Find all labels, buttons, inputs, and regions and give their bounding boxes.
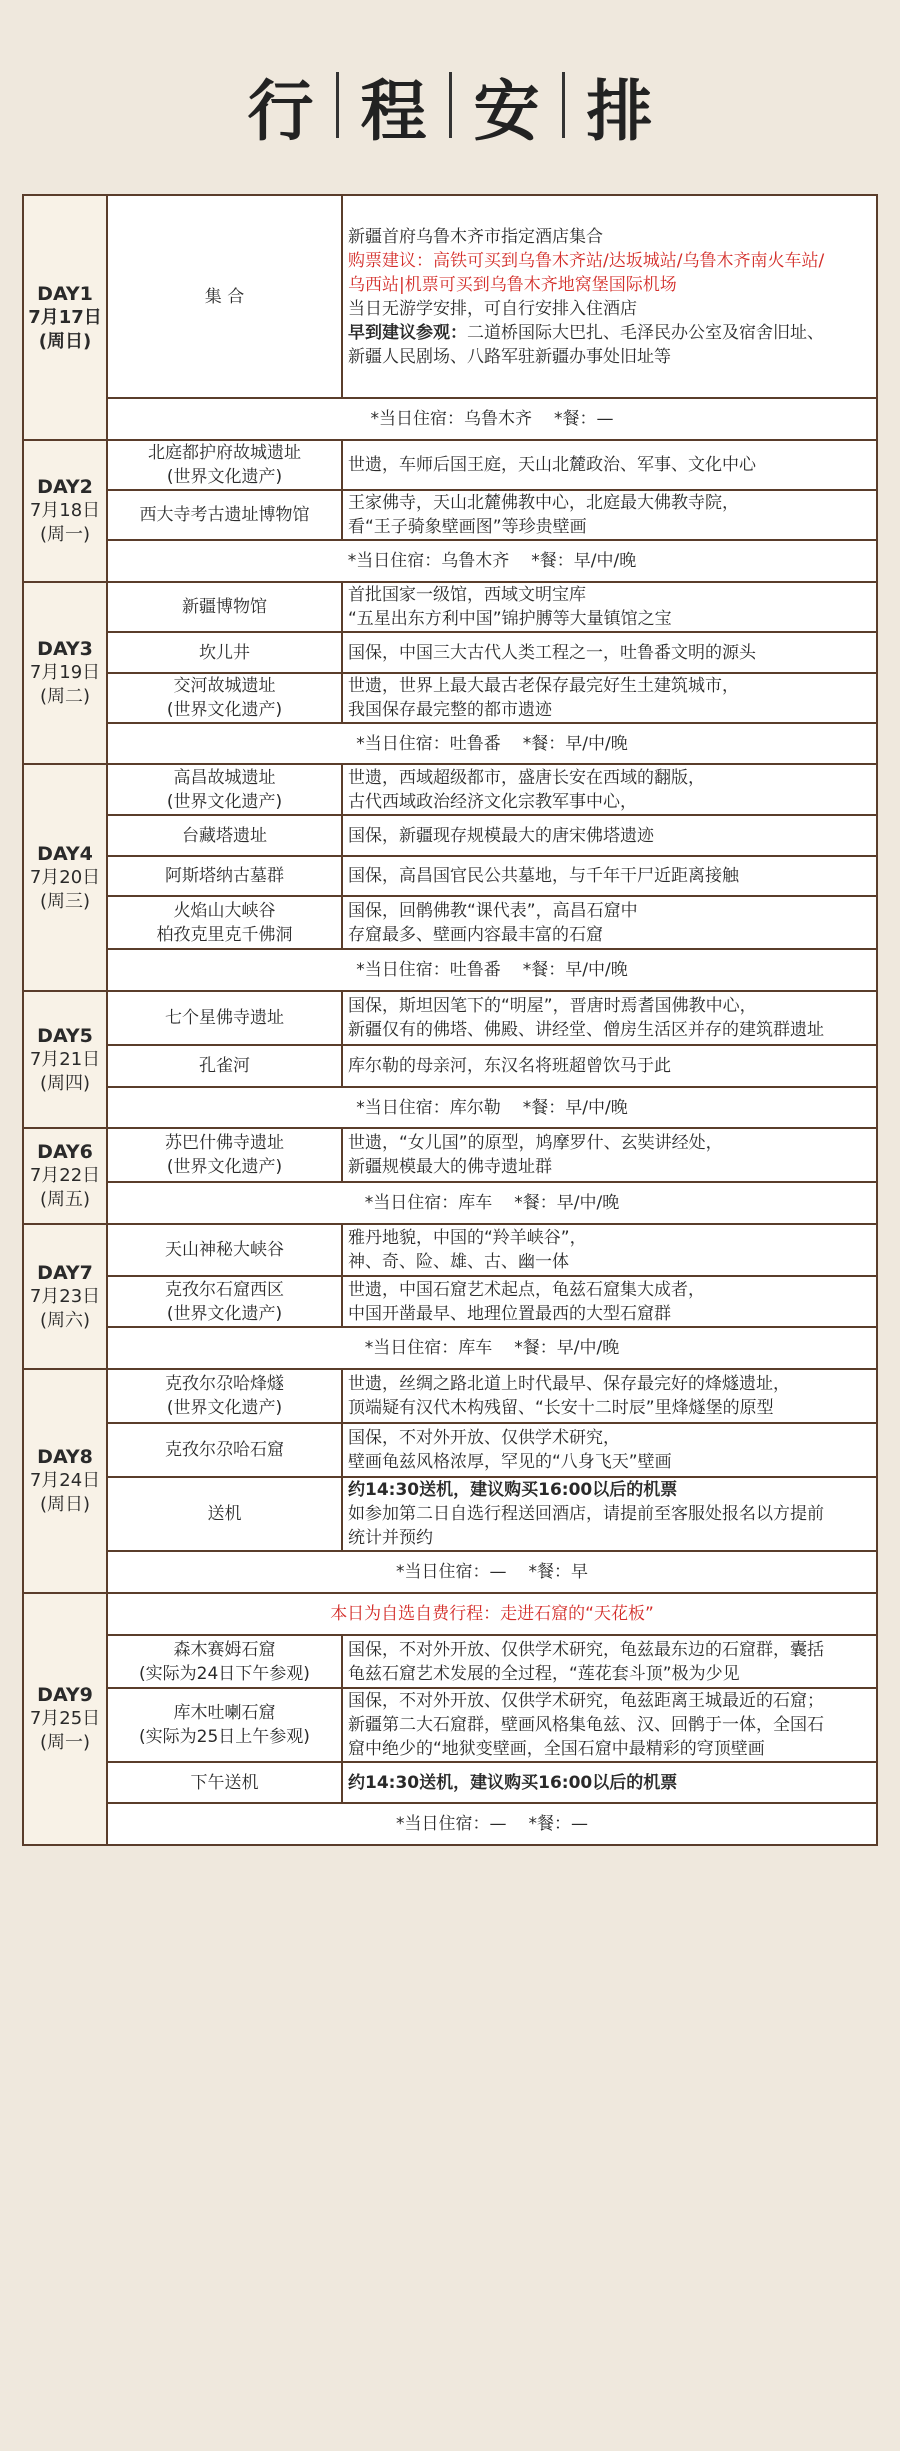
day-cell — [23, 1128, 107, 1224]
place-name: (世界文化遗产) — [166, 1398, 283, 1418]
place-name: 克孜尔尕哈烽燧 — [165, 1374, 284, 1394]
day-number: DAY4 — [37, 842, 93, 865]
description-text: 国保，斯坦因笔下的“明屋”，晋唐时焉耆国佛教中心， — [348, 996, 757, 1016]
table-row — [23, 1688, 877, 1762]
description-cell — [342, 195, 877, 398]
description-text: 世遗，西域超级都市，盛唐长安在西域的翻版， — [348, 767, 705, 788]
description-text: 新疆仅有的佛塔、佛殿、讲经堂、僧房生活区并存的建筑群遗址 — [348, 1020, 824, 1040]
description-line — [348, 1450, 871, 1474]
place-name: 森木赛姆石窟 — [173, 1639, 276, 1660]
accommodation-value: 库车 — [458, 1338, 493, 1358]
table-row — [23, 195, 877, 398]
description-text: 古代西域政治经济文化宗教军事中心， — [348, 791, 637, 812]
description-line — [348, 674, 871, 698]
description-line — [348, 1131, 871, 1155]
description-line — [348, 515, 871, 539]
description-text: 乌西站|机票可买到乌鲁木齐地窝堡国际机场 — [348, 274, 677, 295]
description-line — [348, 273, 871, 297]
place-cell — [107, 673, 342, 723]
stay-row — [23, 723, 877, 764]
place-cell — [107, 1423, 342, 1477]
description-line — [348, 1662, 871, 1686]
place-name: 北庭都护府故城遗址 — [148, 443, 301, 463]
place-name: (世界文化遗产) — [166, 467, 283, 487]
accommodation-value: — — [489, 1562, 507, 1582]
description-line — [348, 1689, 871, 1713]
title-char: 行 — [247, 71, 314, 150]
accommodation-cell — [107, 1327, 877, 1369]
description-cell — [342, 991, 877, 1045]
title-char: 排 — [586, 71, 653, 150]
place-name: 高昌故城遗址 — [173, 767, 276, 788]
place-cell — [107, 1635, 342, 1688]
table-row — [23, 991, 877, 1045]
day-date: 7月23日 — [29, 1285, 101, 1307]
table-row — [23, 1762, 877, 1803]
meal-value: 早/中/晚 — [573, 551, 637, 571]
description-text: 龟兹石窟艺术发展的全过程，“莲花套斗顶”极为少见 — [348, 1663, 740, 1684]
place-cell — [107, 195, 342, 398]
description-line — [348, 491, 871, 515]
day-weekday: (周二) — [39, 686, 91, 707]
day-date: 7月17日 — [28, 306, 102, 328]
description-text: 我国保存最完整的都市遗迹 — [348, 700, 552, 720]
meal-label: *餐： — [522, 733, 566, 754]
place-name: 柏孜克里克千佛洞 — [156, 924, 293, 945]
meal-value: — — [571, 1814, 588, 1834]
place-cell — [107, 632, 342, 673]
meal-value: 早/中/晚 — [565, 960, 628, 980]
description-line — [348, 824, 871, 848]
place-cell — [107, 991, 342, 1045]
meal-value: 早/中/晚 — [556, 1193, 620, 1213]
description-text: 王家佛寺，天山北麓佛教中心，北庭最大佛教寺院， — [348, 493, 739, 513]
accommodation-cell — [107, 1182, 877, 1224]
description-line — [348, 249, 871, 273]
title-char: 安 — [473, 71, 540, 150]
description-text: 如参加第二日自选行程送回酒店，请提前至客服处报名以方提前 — [348, 1504, 824, 1524]
place-name: 库木吐喇石窟 — [173, 1703, 276, 1723]
place-name: 阿斯塔纳古墓群 — [165, 866, 284, 886]
description-line — [348, 790, 871, 814]
place-cell — [107, 1369, 342, 1423]
accommodation-cell — [107, 1087, 877, 1128]
meal-value: 早/中/晚 — [556, 1338, 620, 1358]
description-line — [348, 899, 871, 923]
accommodation-cell — [107, 1803, 877, 1845]
description-cell — [342, 1762, 877, 1803]
day-cell — [23, 1593, 107, 1845]
place-cell — [107, 1477, 342, 1551]
description-text: 壁画龟兹风格浓厚，罕见的“八身飞天”壁画 — [348, 1452, 672, 1472]
description-cell — [342, 764, 877, 815]
table-row — [23, 856, 877, 896]
description-cell — [342, 440, 877, 490]
description-text: 国保，不对外开放、仅供学术研究，龟兹距离王城最近的石窟； — [348, 1691, 824, 1711]
itinerary-table — [22, 194, 878, 1846]
description-line — [348, 1278, 871, 1302]
table-row — [23, 1276, 877, 1327]
accommodation-label: *当日住宿： — [347, 551, 442, 571]
description-text: “五星出东方利中国”锦护膊等大量镇馆之宝 — [348, 609, 672, 629]
place-name: (世界文化遗产) — [166, 791, 283, 812]
description-text: 神、奇、险、雄、古、幽一体 — [348, 1252, 569, 1272]
accommodation-label: *当日住宿： — [370, 409, 464, 429]
description-line — [348, 1737, 871, 1761]
description-cell — [342, 1477, 877, 1551]
description-text: 约14:30送机，建议购买16:00以后的机票 — [348, 1480, 678, 1500]
table-row — [23, 1128, 877, 1182]
description-line — [348, 1771, 871, 1795]
description-cell — [342, 1276, 877, 1327]
description-line — [348, 1372, 871, 1396]
description-text: 世遗，世界上最大最古老保存最完好生土建筑城市， — [348, 676, 739, 696]
accommodation-label: *当日住宿： — [364, 1338, 459, 1358]
description-line — [348, 1426, 871, 1450]
description-text: 看“王子骑象壁画图”等珍贵壁画 — [348, 517, 587, 537]
place-name: 天山神秘大峡谷 — [165, 1240, 284, 1260]
accommodation-cell — [107, 540, 877, 582]
stay-row — [23, 949, 877, 991]
accommodation-cell — [107, 723, 877, 764]
day-cell — [23, 1224, 107, 1369]
place-name: 七个星佛寺遗址 — [165, 1008, 284, 1028]
day-weekday: (周五) — [39, 1189, 91, 1210]
place-name: (实际为24日下午参观) — [139, 1663, 310, 1684]
day-weekday: (周日) — [38, 330, 92, 352]
table-row — [23, 632, 877, 673]
description-cell — [342, 815, 877, 856]
place-name: (世界文化遗产) — [166, 1303, 283, 1324]
day-number: DAY3 — [37, 638, 93, 660]
description-line — [348, 1713, 871, 1737]
table-row — [23, 1423, 877, 1477]
description-line — [348, 1526, 871, 1550]
description-cell — [342, 1369, 877, 1423]
description-cell — [342, 1635, 877, 1688]
day-number: DAY8 — [37, 1446, 93, 1468]
notice-row — [23, 1593, 877, 1635]
day-weekday: (周六) — [39, 1309, 91, 1331]
description-text: 世遗，“女儿国”的原型，鸠摩罗什、玄奘讲经处， — [348, 1133, 723, 1153]
description-line — [348, 321, 871, 345]
description-text: 库尔勒的母亲河，东汉名将班超曾饮马于此 — [348, 1056, 671, 1076]
place-name: 集 合 — [204, 286, 245, 307]
stay-row — [23, 540, 877, 582]
itinerary-body — [23, 195, 877, 1845]
meal-label: *餐： — [528, 1562, 571, 1582]
day-date: 7月18日 — [29, 500, 101, 521]
accommodation-cell — [107, 398, 877, 440]
description-text: 国保，中国三大古代人类工程之一，吐鲁番文明的源头 — [348, 642, 756, 663]
meal-label: *餐： — [531, 551, 574, 571]
description-text: 世遗，中国石窟艺术起点，龟兹石窟集大成者， — [348, 1279, 705, 1300]
accommodation-value: 乌鲁木齐 — [464, 409, 532, 429]
place-name: 下午送机 — [190, 1772, 259, 1793]
place-name: (实际为25日上午参观) — [139, 1727, 310, 1747]
description-cell — [342, 673, 877, 723]
meal-label: *餐： — [514, 1338, 557, 1358]
table-row — [23, 673, 877, 723]
description-line — [348, 1155, 871, 1179]
accommodation-label: *当日住宿： — [356, 960, 450, 980]
description-line — [348, 453, 871, 477]
place-name: 克孜尔尕哈石窟 — [165, 1440, 284, 1460]
accommodation-value: 乌鲁木齐 — [441, 551, 510, 571]
place-name: 坎儿井 — [199, 642, 250, 663]
place-name: 火焰山大峡谷 — [173, 900, 276, 921]
meal-label: *餐： — [554, 409, 597, 429]
accommodation-value: — — [489, 1814, 507, 1834]
day-cell — [23, 991, 107, 1128]
description-line — [348, 1396, 871, 1420]
place-cell — [107, 490, 342, 540]
table-row — [23, 896, 877, 949]
meal-value: 早/中/晚 — [565, 1097, 628, 1118]
place-cell — [107, 1045, 342, 1087]
place-cell — [107, 815, 342, 856]
place-cell — [107, 1688, 342, 1762]
description-line — [348, 1638, 871, 1662]
day-date: 7月19日 — [29, 662, 101, 683]
description-text: 存窟最多、壁画内容最丰富的石窟 — [348, 924, 603, 945]
description-text: 统计并预约 — [348, 1528, 433, 1548]
place-name: 新疆博物馆 — [182, 597, 267, 617]
description-line — [348, 583, 871, 607]
description-text: 中国开凿最早、地理位置最西的大型石窟群 — [348, 1303, 671, 1324]
description-cell — [342, 632, 877, 673]
day-date: 7月24日 — [29, 1470, 101, 1491]
place-name: 苏巴什佛寺遗址 — [165, 1133, 284, 1153]
meal-value: 早 — [571, 1562, 588, 1582]
accommodation-value: 吐鲁番 — [449, 960, 501, 980]
table-row — [23, 1224, 877, 1276]
description-text: 二道桥国际大巴扎、毛泽民办公室及宿舍旧址、 — [467, 322, 824, 343]
day-weekday: (周四) — [39, 1072, 91, 1094]
description-cell — [342, 1688, 877, 1762]
place-cell — [107, 1276, 342, 1327]
description-line — [348, 1226, 871, 1250]
description-cell — [342, 1128, 877, 1182]
table-row — [23, 582, 877, 632]
day-cell — [23, 582, 107, 764]
description-cell — [342, 1423, 877, 1477]
place-name: (世界文化遗产) — [166, 700, 283, 720]
day-cell — [23, 440, 107, 582]
table-row — [23, 1477, 877, 1551]
stay-row — [23, 1551, 877, 1593]
day-weekday: (周三) — [39, 890, 91, 912]
description-line — [348, 1018, 871, 1042]
description-line — [348, 923, 871, 947]
description-line — [348, 1054, 871, 1078]
day-cell — [23, 195, 107, 440]
table-row — [23, 1369, 877, 1423]
table-row — [23, 1635, 877, 1688]
place-name: (世界文化遗产) — [166, 1157, 283, 1177]
day-number: DAY6 — [37, 1141, 93, 1163]
description-line — [348, 607, 871, 631]
accommodation-value: 库车 — [458, 1193, 493, 1213]
description-line — [348, 994, 871, 1018]
place-cell — [107, 440, 342, 490]
table-row — [23, 490, 877, 540]
accommodation-label: *当日住宿： — [356, 1097, 450, 1118]
day-cell — [23, 764, 107, 991]
place-cell — [107, 1224, 342, 1276]
day-date: 7月20日 — [29, 866, 101, 888]
description-text: 新疆首府乌鲁木齐市指定酒店集合 — [348, 226, 603, 247]
description-text: 雅丹地貌，中国的“羚羊峡谷”， — [348, 1228, 587, 1248]
place-cell — [107, 856, 342, 896]
title-char: 程 — [360, 71, 427, 150]
description-line — [348, 345, 871, 369]
description-text: 当日无游学安排，可自行安排入住酒店 — [348, 298, 637, 319]
day-weekday: (周日) — [39, 1494, 91, 1515]
place-name: 克孜尔石窟西区 — [165, 1279, 284, 1300]
description-text: 国保，不对外开放、仅供学术研究， — [348, 1428, 620, 1448]
description-text: 世遗，车师后国王庭，天山北麓政治、军事、文化中心 — [348, 455, 756, 475]
accommodation-cell — [107, 949, 877, 991]
day-number: DAY1 — [37, 282, 93, 305]
day-date: 7月21日 — [29, 1048, 101, 1070]
day-number: DAY2 — [37, 476, 93, 498]
description-line — [348, 766, 871, 790]
description-text: 顶端疑有汉代木构残留、“长安十二时辰”里烽燧堡的原型 — [348, 1398, 774, 1418]
place-name: 台藏塔遗址 — [182, 825, 267, 846]
description-text: 新疆第二大石窟群，壁画风格集龟兹、汉、回鹘于一体，全国石 — [348, 1715, 824, 1735]
day-number: DAY9 — [37, 1684, 93, 1706]
place-name: 孔雀河 — [199, 1056, 250, 1076]
description-cell — [342, 1224, 877, 1276]
description-line — [348, 1502, 871, 1526]
accommodation-label: *当日住宿： — [396, 1562, 490, 1582]
description-cell — [342, 856, 877, 896]
notice-text: 本日为自选自费行程：走进石窟的“天花板” — [330, 1604, 654, 1624]
description-line — [348, 864, 871, 888]
table-row — [23, 815, 877, 856]
description-cell — [342, 582, 877, 632]
table-row — [23, 440, 877, 490]
notice-cell — [107, 1593, 877, 1635]
description-line — [348, 641, 871, 665]
place-cell — [107, 1762, 342, 1803]
description-text: 早到建议参观： — [348, 322, 467, 343]
day-date: 7月22日 — [29, 1165, 101, 1186]
table-row — [23, 1045, 877, 1087]
description-line — [348, 1478, 871, 1502]
stay-row — [23, 398, 877, 440]
description-line — [348, 698, 871, 722]
accommodation-label: *当日住宿： — [396, 1814, 490, 1834]
stay-row — [23, 1327, 877, 1369]
place-cell — [107, 764, 342, 815]
place-name: 送机 — [207, 1504, 242, 1524]
meal-label: *餐： — [522, 960, 566, 980]
description-cell — [342, 896, 877, 949]
description-text: 国保，高昌国官民公共墓地，与千年干尸近距离接触 — [348, 866, 739, 886]
description-text: 窟中绝少的“地狱变壁画，全国石窟中最精彩的穹顶壁画 — [348, 1739, 765, 1759]
description-text: 购票建议：高铁可买到乌鲁木齐站/达坂城站/乌鲁木齐南火车站/ — [348, 250, 825, 271]
place-cell — [107, 1128, 342, 1182]
description-text: 国保，回鹘佛教“课代表”，高昌石窟中 — [348, 900, 638, 921]
description-line — [348, 1250, 871, 1274]
description-text: 世遗，丝绸之路北道上时代最早、保存最完好的烽燧遗址， — [348, 1374, 790, 1394]
day-cell — [23, 1369, 107, 1593]
place-cell — [107, 582, 342, 632]
accommodation-value: 吐鲁番 — [449, 733, 501, 754]
stay-row — [23, 1803, 877, 1845]
page-title — [0, 0, 900, 200]
table-row — [23, 764, 877, 815]
meal-label: *餐： — [522, 1097, 566, 1118]
description-line — [348, 297, 871, 321]
meal-value: 早/中/晚 — [565, 733, 628, 754]
place-cell — [107, 896, 342, 949]
stay-row — [23, 1087, 877, 1128]
accommodation-label: *当日住宿： — [356, 733, 450, 754]
description-cell — [342, 1045, 877, 1087]
description-text: 新疆规模最大的佛寺遗址群 — [348, 1157, 552, 1177]
description-text: 国保，新疆现存规模最大的唐宋佛塔遗迹 — [348, 825, 654, 846]
meal-label: *餐： — [528, 1814, 571, 1834]
description-text: 新疆人民剧场、八路军驻新疆办事处旧址等 — [348, 346, 671, 367]
accommodation-cell — [107, 1551, 877, 1593]
meal-label: *餐： — [514, 1193, 557, 1213]
description-text: 约14:30送机，建议购买16:00以后的机票 — [348, 1772, 678, 1793]
description-cell — [342, 490, 877, 540]
day-weekday: (周一) — [39, 524, 91, 545]
place-name: 西大寺考古遗址博物馆 — [139, 505, 310, 525]
day-number: DAY5 — [37, 1024, 93, 1047]
day-date: 7月25日 — [29, 1708, 101, 1729]
description-line — [348, 1302, 871, 1326]
meal-value: — — [596, 409, 614, 429]
description-text: 国保，不对外开放、仅供学术研究，龟兹最东边的石窟群，囊括 — [348, 1639, 824, 1660]
accommodation-label: *当日住宿： — [364, 1193, 459, 1213]
place-name: 交河故城遗址 — [173, 676, 276, 696]
description-line — [348, 225, 871, 249]
accommodation-value: 库尔勒 — [449, 1097, 501, 1118]
description-text: 首批国家一级馆，西域文明宝库 — [348, 585, 586, 605]
day-weekday: (周一) — [39, 1732, 91, 1753]
stay-row — [23, 1182, 877, 1224]
day-number: DAY7 — [37, 1261, 93, 1284]
